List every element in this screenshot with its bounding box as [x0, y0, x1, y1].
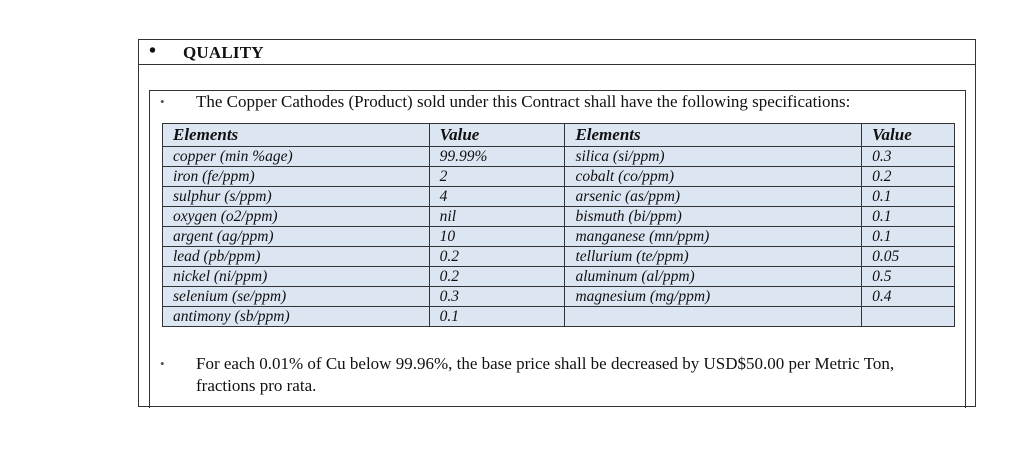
- element-value: 2: [429, 167, 565, 187]
- element-name: lead (pb/ppm): [163, 247, 430, 267]
- header-value-2: Value: [862, 124, 955, 147]
- element-value: 0.2: [429, 247, 565, 267]
- element-name: copper (min %age): [163, 147, 430, 167]
- quality-section: [138, 39, 976, 407]
- specification-box: [149, 90, 966, 408]
- table-row: [163, 227, 955, 247]
- table-row: [163, 267, 955, 287]
- intro-text: The Copper Cathodes (Product) sold under this Contract shall have the following specifications:: [196, 92, 851, 111]
- element-value: 0.1: [862, 207, 955, 227]
- heading-bullet: •: [149, 40, 157, 62]
- element-name: tellurium (te/ppm): [565, 247, 862, 267]
- element-name: magnesium (mg/ppm): [565, 287, 862, 307]
- element-value: [862, 307, 955, 327]
- table-header-row: [163, 124, 955, 147]
- note-bullet: •: [160, 356, 165, 371]
- element-value: 0.3: [429, 287, 565, 307]
- element-value: 0.05: [862, 247, 955, 267]
- table-row: [163, 167, 955, 187]
- element-value: 0.1: [862, 227, 955, 247]
- table-row: [163, 147, 955, 167]
- element-name: antimony (sb/ppm): [163, 307, 430, 327]
- element-value: 0.1: [429, 307, 565, 327]
- note-line-1: For each 0.01% of Cu below 99.96%, the base price shall be decreased by USD$50.00 per Metric Ton,: [196, 354, 895, 373]
- element-name: silica (si/ppm): [565, 147, 862, 167]
- table-row: [163, 187, 955, 207]
- specifications-table: [162, 123, 955, 327]
- header-elements-2: Elements: [565, 124, 862, 147]
- element-name: manganese (mn/ppm): [565, 227, 862, 247]
- element-name: bismuth (bi/ppm): [565, 207, 862, 227]
- element-name: oxygen (o2/ppm): [163, 207, 430, 227]
- intro-bullet: •: [160, 94, 165, 109]
- element-name: cobalt (co/ppm): [565, 167, 862, 187]
- element-value: 0.5: [862, 267, 955, 287]
- element-name: argent (ag/ppm): [163, 227, 430, 247]
- element-name: arsenic (as/ppm): [565, 187, 862, 207]
- element-value: 10: [429, 227, 565, 247]
- table-row: [163, 247, 955, 267]
- section-heading: [139, 40, 975, 65]
- element-value: 0.1: [862, 187, 955, 207]
- element-name: sulphur (s/ppm): [163, 187, 430, 207]
- header-value-1: Value: [429, 124, 565, 147]
- element-value: 0.3: [862, 147, 955, 167]
- section-title: QUALITY: [183, 43, 264, 62]
- note-line-2: fractions pro rata.: [196, 376, 317, 395]
- element-name: aluminum (al/ppm): [565, 267, 862, 287]
- table-row: [163, 207, 955, 227]
- element-value: 4: [429, 187, 565, 207]
- table-row: [163, 307, 955, 327]
- element-name: [565, 307, 862, 327]
- header-elements-1: Elements: [163, 124, 430, 147]
- element-name: selenium (se/ppm): [163, 287, 430, 307]
- element-name: iron (fe/ppm): [163, 167, 430, 187]
- element-value: 99.99%: [429, 147, 565, 167]
- element-name: nickel (ni/ppm): [163, 267, 430, 287]
- element-value: 0.2: [429, 267, 565, 287]
- element-value: nil: [429, 207, 565, 227]
- table-row: [163, 287, 955, 307]
- element-value: 0.4: [862, 287, 955, 307]
- element-value: 0.2: [862, 167, 955, 187]
